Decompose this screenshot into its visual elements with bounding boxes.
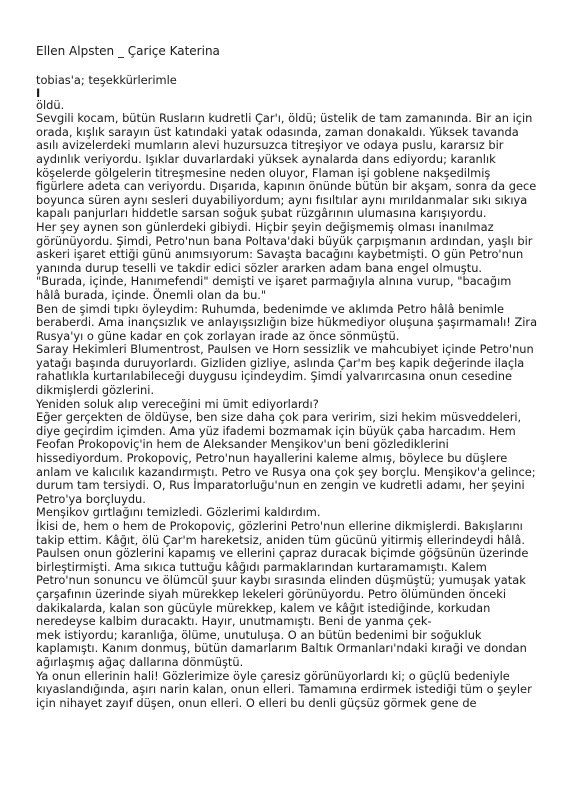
paragraph: mek istiyordu; karanlığa, ölüme, unutuluşa. O an bütün bedenimi bir soğukluk kaplamıştı. Kanım donmuş, bütün damarlarım Baltık Ormanları'ndaki kıraği ve dondan ağırlaşmış ağaç dallarına dönmüştü.: [36, 627, 527, 669]
paragraph: Sevgili kocam, bütün Rusların kudretli Çar'ı, öldü; üstelik de tam zamanında. Bir an için orada, kışlık sarayın üst katındaki yatak odasında, zaman donakaldı. Yüksek tavanda asılı avizelerdeki mumların alevi huzursuzca titreşiyor ve odaya puslu, kararsız bir aydınlık veriyordu. Işıklar duvarlardaki yüksek aynalarda dans ediyordu; karanlık köşelerde gölgelerin titreşmesine neden oluyor, Flaman işi goblene nakşedilmiş figürlere adeta can veriyordu. Dışarıda, kapının önünde bütün bir akşam, sonra da gece boyunca süren aynı sesleri duyabiliyordum; aynı fısıltılar aynı mırıldanmalar sıkı sıkıya kapalı panjurları hiddetle sarsan soğuk şubat rüzgârının ulumasına karışıyordu.: [36, 111, 537, 221]
document-title: Ellen Alpsten _ Çariçe Katerina: [36, 44, 220, 58]
body-text: [36, 99, 538, 711]
paragraph: İkisi de, hem o hem de Prokopoviç, gözlerini Petro'nun ellerine dikmişlerdi. Bakışlarını takip ettim. Kâğıt, ölü Çar'm hareketsiz, aniden tüm gücünü yitirmiş ellerindeydi hâlâ. Paulsen onun gözlerini kapamış ve ellerini çapraz duracak biçimde göğsünün üzerinde birleştirmişti. Ama sıkıca tuttuğu kâğıdı parmaklarından kurtaramamıştı. Kalem Petro'nun sonuncu ve ölümcül şuur kaybı sırasında elinden düşmüştü; yumuşak yatak çarşafının üzerinde siyah mürekkep lekeleri görünüyordu. Petro ölümünden önceki dakikalarda, kalan son gücüyle mürekkep, kalem ve kâğıt istediğinde, korkudan neredeyse kalbim duracaktı. Hayır, unutmamıştı. Beni de yanma çek-: [36, 519, 529, 629]
dedication-line: tobias'a; teşekkürlerimle: [36, 73, 177, 87]
paragraph: Menşikov gırtlağını temizledi. Gözlerimi kaldırdım.: [36, 505, 321, 520]
paragraph: Yeniden soluk alıp vereceğini mi ümit ediyorlardı?: [36, 396, 319, 411]
chapter-number: I: [36, 85, 41, 100]
paragraph: öldü.: [36, 97, 65, 112]
paragraph: "Burada, içinde, Hanımefendi" demişti ve işaret parmağıyla alnına vurup, "bacağım hâlâ burada, içinde. Önemli olan da bu.": [36, 274, 512, 302]
paragraph: Eğer gerçekten de öldüyse, ben size daha çok para veririm, sizi hekim müsveddeleri, diye geçirdim içimden. Ama yüz ifademi bozmamak için büyük çaba harcadım. Hem Feofan Prokopoviç'in hem de Aleksander Menşikov'un beni gözlediklerini hissediyordum. Prokopoviç, Petro'nun hayallerini kaleme almış, böylece bu düşlere anlam ve kalıcılık kazandırmıştı. Petro ve Rusya ona çok şey borçlu. Menşikov'a gelince; durum tam tersiydi. O, Rus İmparatorluğu'nun en zengin ve kudretli adamı, her şeyini Petro'ya borçluydu.: [36, 410, 536, 506]
paragraph: Ya onun ellerinin hali! Gözlerimize öyle çaresiz görünüyorlardı ki; o güçlü bedeniyle kıyaslandığında, aşırı narin kalan, onun elleri. Tamamına erdirmek istediği tüm o şeyler için nihayet zayıf düşen, onun elleri. O elleri bu denli güçsüz görmek gene de: [36, 668, 532, 710]
paragraph: Saray Hekimleri Blumentrost, Paulsen ve Horn sessizlik ve mahcubiyet içinde Petro'nun yatağı başında duruyorlardı. Gizliden gizliye, aslında Çar'm beş kapik değerinde ilaçla rahatlıkla kurtarılabileceği duygusu içindeydim. Şimdi yalvarırcasına onun cesedine dikmişlerdi gözlerini.: [36, 342, 534, 398]
paragraph: Her şey aynen son günlerdeki gibiydi. Hiçbir şeyin değişmemiş olması inanılmaz görünüyordu. Şimdi, Petro'nun bana Poltava'daki büyük çarpışmanın ardından, yaşlı bir askeri işaret ettiği günü anımsıyorum: Savaşta bacağını kaybetmişti. O gün Petro'nun yanında durup teselli ve takdir edici sözler ararken adam bana engel olmuştu.: [36, 219, 533, 275]
paragraph: Ben de şimdi tıpkı öyleydim: Ruhumda, bedenimde ve aklımda Petro hâlâ benimle beraberdi. Ama inançsızlık ve anlayışsızlığın bize hükmediyor oluşuna şaşırmamalı! Zira Rusya'yı o güne kadar en çok zorlayan irade az önce sönmüştü.: [36, 301, 538, 343]
